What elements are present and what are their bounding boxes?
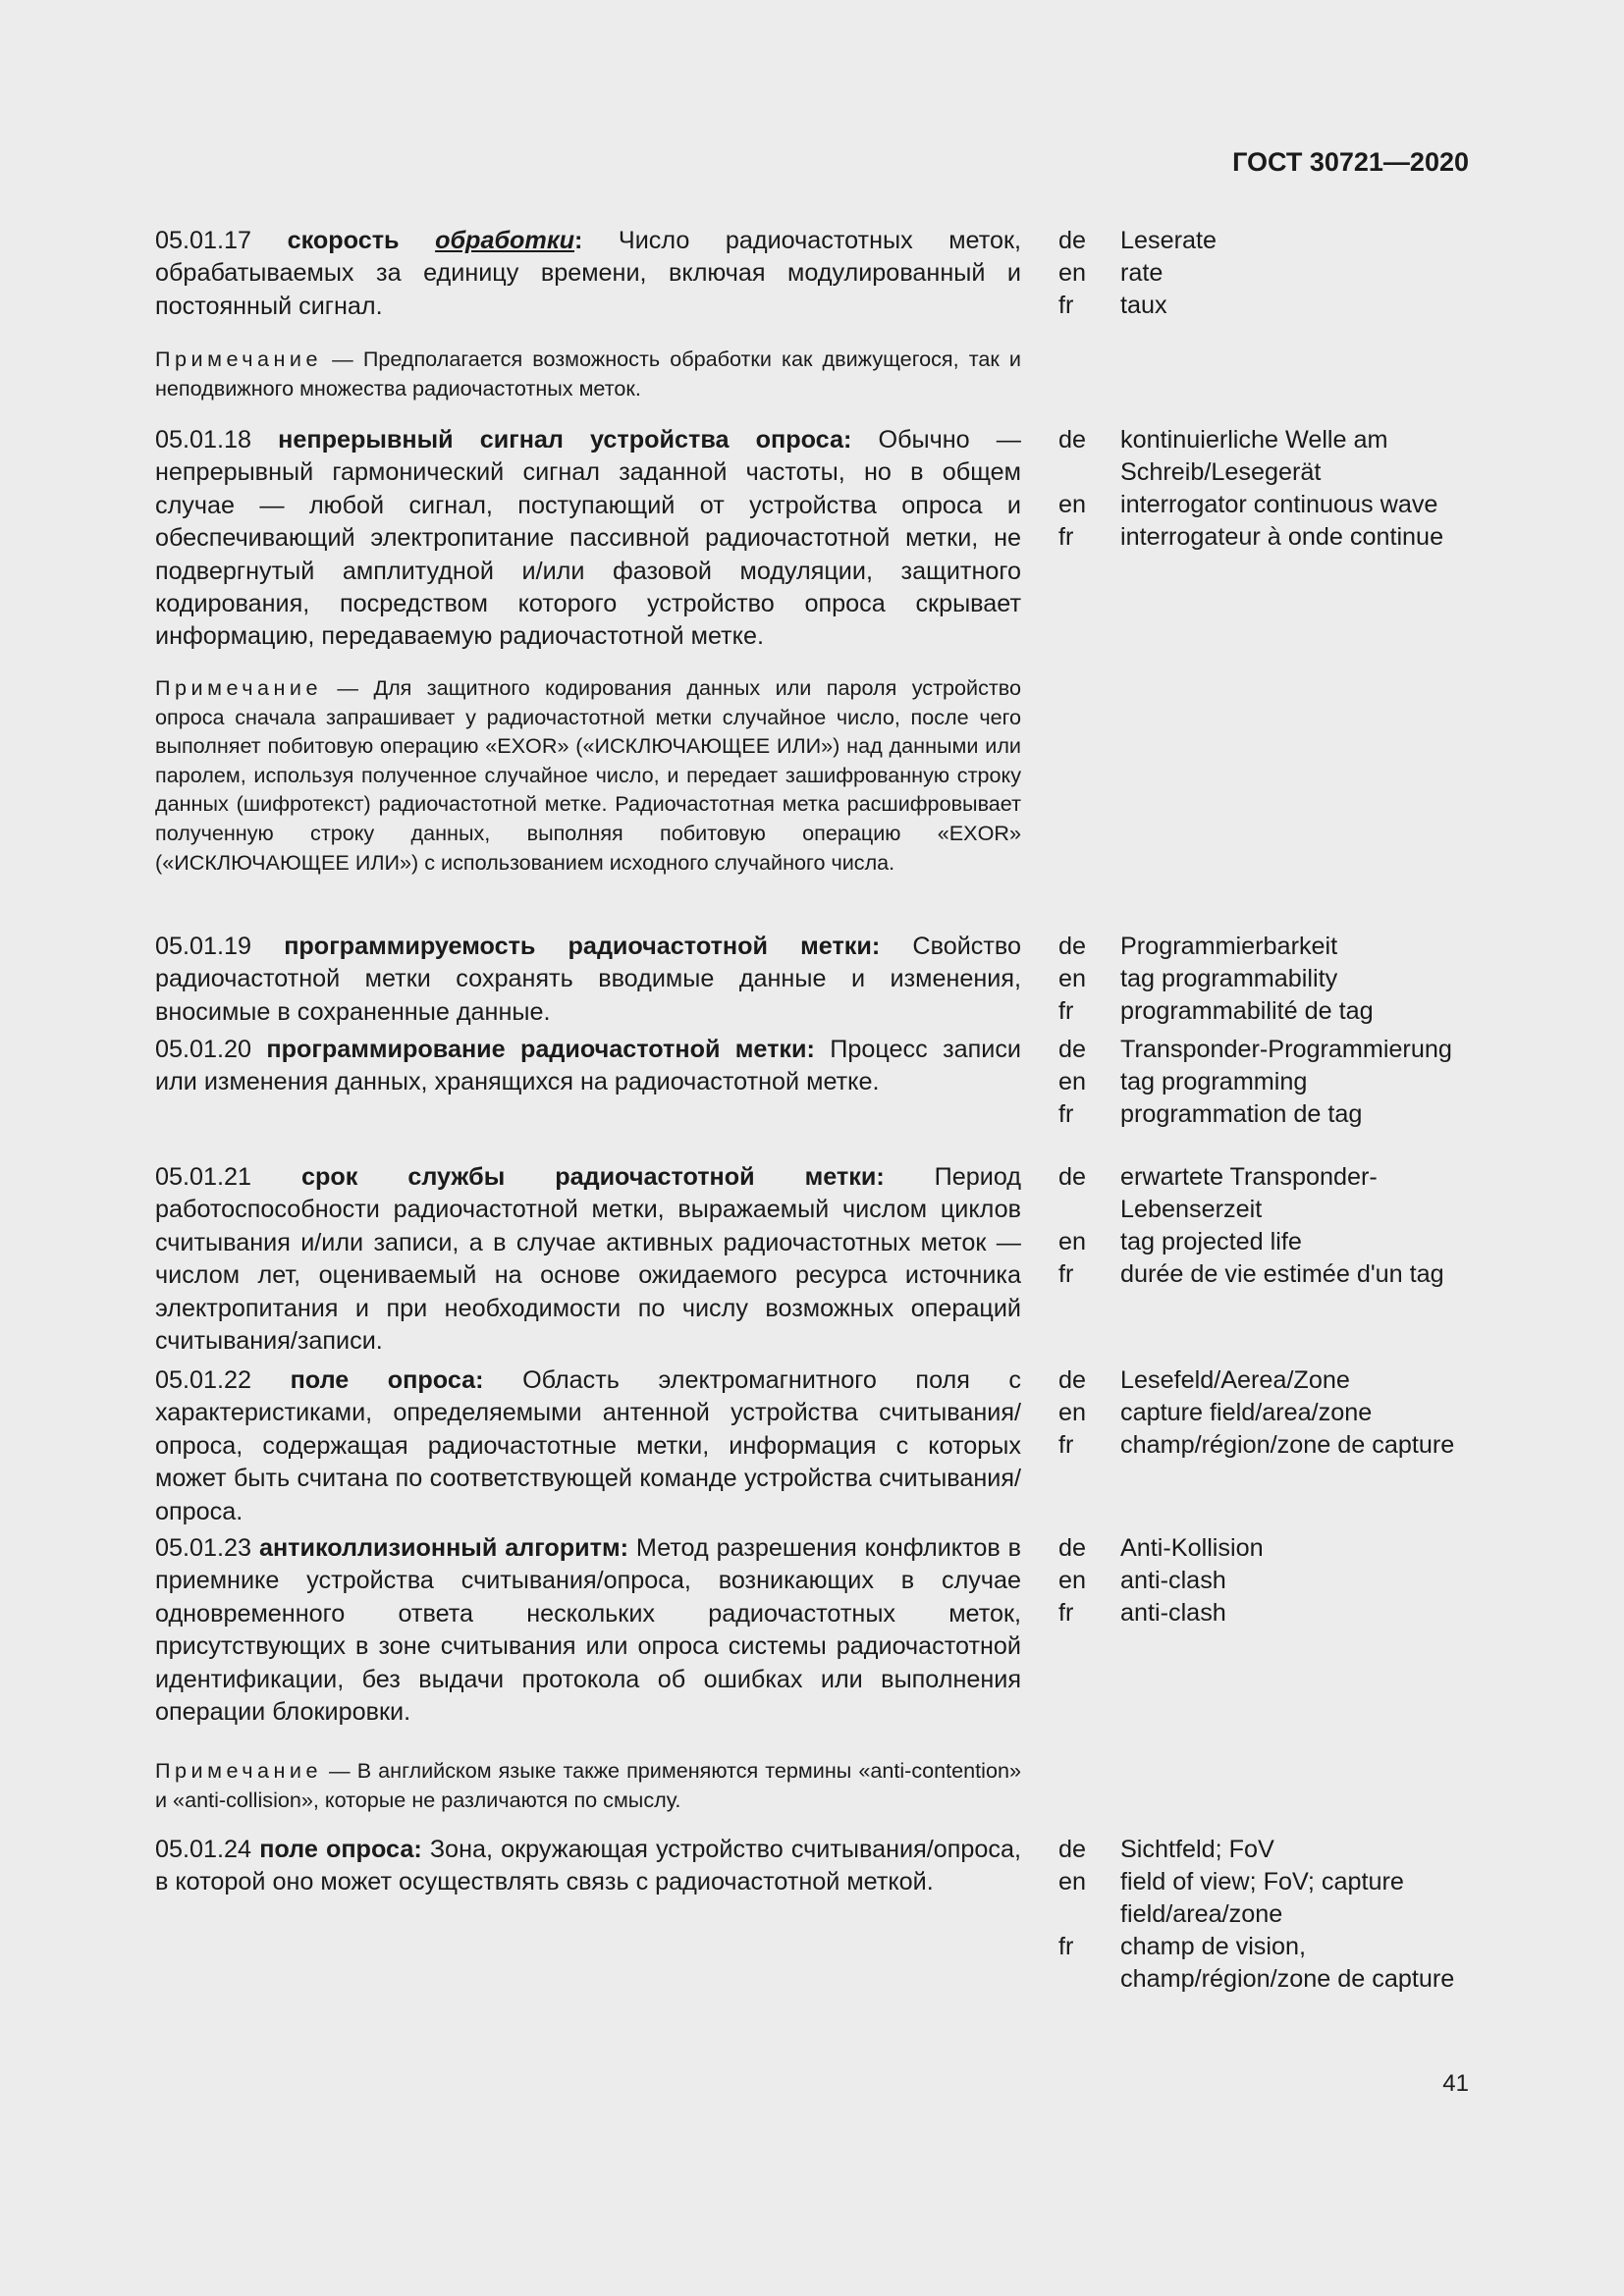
term-equivalents: de Programmierbarkeit en tag programmability fr programmabilité de tag	[1058, 933, 1374, 1025]
term-equivalents: de Sichtfeld; FoV en field of view; FoV; capture field/area/zone fr champ de vision, champ/région/zone de capture	[1058, 1836, 1455, 1993]
document-standard-number: ГОСТ 30721—2020	[1232, 147, 1469, 177]
term-text: 05.01.23 антиколлизионный алгоритм: Метод разрешения конфликтов в приемнике устройства считывания/опроса, возникающих в случае одновременного ответа нескольких радиочастотных меток, присутствующих в зоне считывания или опроса системы радиочастотной идентификации, без выдачи протокола об ошибках или выполнения операции блокировки.	[155, 1534, 1021, 1727]
term-text: 05.01.22 поле опроса: Область электромагнитного поля с характеристиками, определяемыми антенной устройства считывания/опроса, содержащая радиочастотные метки, информация с которых может быть считана по соответствующей команде устройства считывания/опроса.	[155, 1366, 1021, 1525]
term-equivalents: de Transponder-Programmierung en tag programming fr programmation de tag	[1058, 1036, 1452, 1128]
term-text: 05.01.21 срок службы радиочастотной метки: Период работоспособности радиочастотной метки, выражаемый числом циклов считывания и/или записи, а в случае активных радиочастотных меток — числом лет, оцениваемый на основе ожидаемого ресурса источника электропитания и при необходимости по числу возможных операций считывания/записи.	[155, 1163, 1021, 1356]
term-text: 05.01.17 скорость обработки: Число радиочастотных меток, обрабатываемых за единицу времени, включая модулированный и постоянный сигнал.	[155, 227, 1022, 320]
term-equivalents: de erwartete Transponder-Lebenserzeit en tag projected life fr durée de vie estimée d'un tag	[1058, 1163, 1444, 1288]
term-equivalents: de kontinuierliche Welle am Schreib/Lesegerät en interrogator continuous wave fr interrogateur à onde continue	[1058, 426, 1444, 551]
term-text: 05.01.19 программируемость радиочастотной метки: Свойство радиочастотной метки сохранять вводимые данные и изменения, вносимые в сохраненные данные.	[155, 933, 1022, 1026]
page-number: 41	[1442, 2070, 1469, 2097]
term-text: 05.01.18 непрерывный сигнал устройства опроса: Обычно — непрерывный гармонический сигнал заданной частоты, но в общем случае — любой сигнал, поступающий от устройства опроса и обеспечивающий электропитание пассивной радиочастотной метки, не подвергнутый амплитудной и/или фазовой модуляции, защитного кодирования, посредством которого устройство опроса скрывает информацию, передаваемую радиочастотной метке.	[155, 426, 1021, 651]
term-text: 05.01.20 программирование радиочастотной метки: Процесс записи или изменения данных, хранящихся на радиочастотной метке.	[155, 1036, 1021, 1096]
term-text: 05.01.24 поле опроса: Зона, окружающая устройство считывания/опроса, в которой оно может осуществлять связь с радиочастотной меткой.	[155, 1836, 1021, 1896]
term-equivalents: de Leserate en rate fr taux	[1058, 227, 1218, 319]
term-equivalents: de Anti-Kollision en anti-clash fr anti-clash	[1058, 1534, 1264, 1627]
term-equivalents: de Lesefeld/Aerea/Zone en capture field/area/zone fr champ/région/zone de capture	[1058, 1366, 1455, 1459]
